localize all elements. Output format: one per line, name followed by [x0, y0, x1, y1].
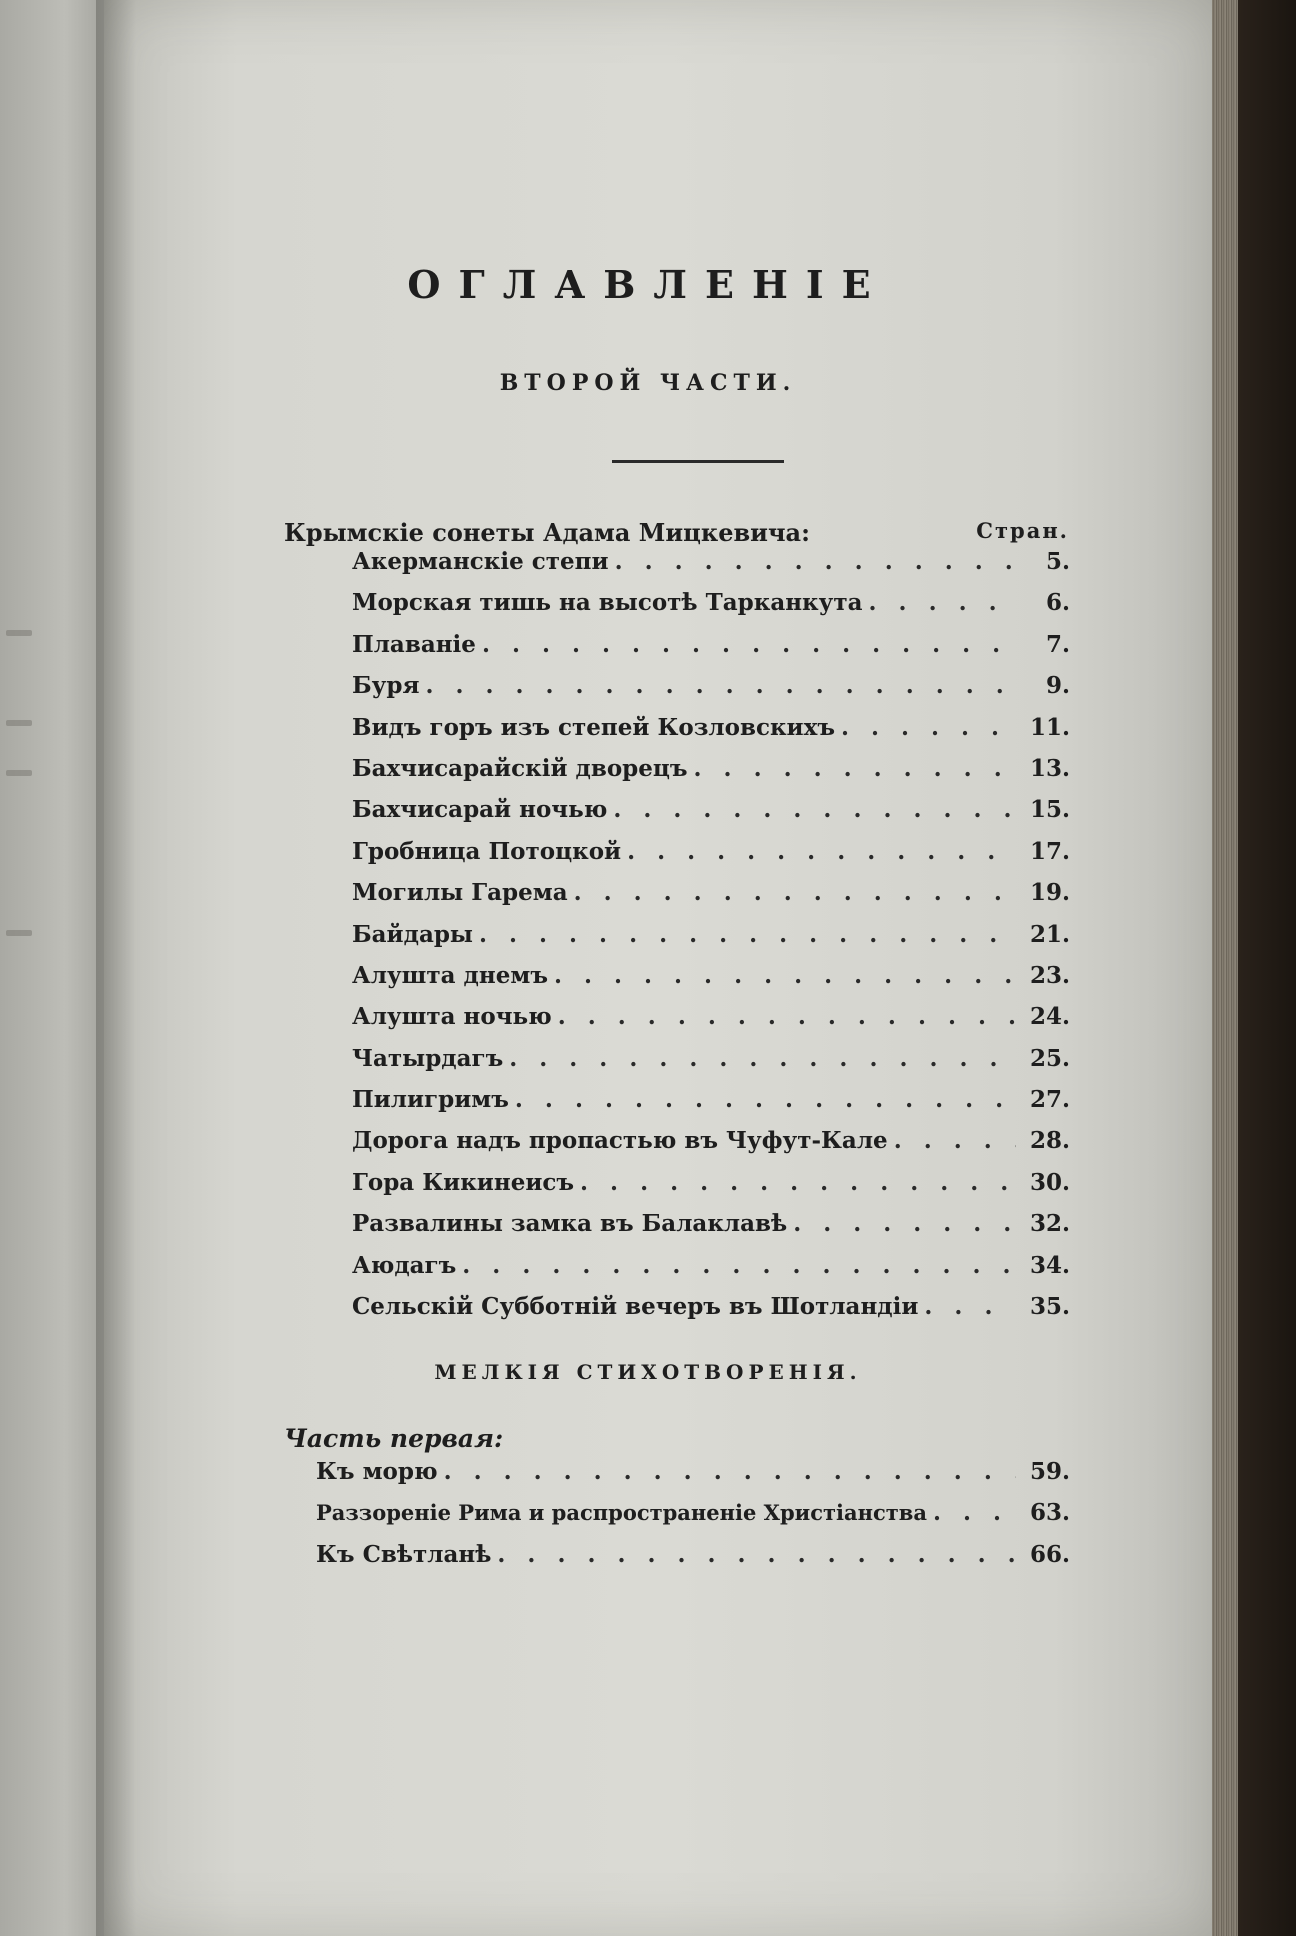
toc-entry — [352, 631, 1070, 672]
bleed-through-mark — [6, 770, 32, 776]
entry-page: 23. — [1029, 961, 1070, 989]
toc-entry — [352, 1252, 1070, 1293]
entry-title: Буря — [352, 672, 420, 700]
entry-page: 66. — [1029, 1540, 1070, 1568]
dot-leader — [444, 1458, 1016, 1485]
entry-title: Гора Кикинеисъ — [352, 1168, 575, 1196]
toc-entry — [352, 796, 1070, 837]
entry-title: Аюдагъ — [352, 1251, 457, 1279]
entry-title: Могилы Гарема — [352, 879, 568, 907]
bleed-through-mark — [6, 930, 32, 936]
entry-title: Бахчисарайскій дворецъ — [352, 754, 688, 782]
dot-leader — [515, 1086, 1016, 1113]
bleed-through-mark — [6, 720, 32, 726]
dot-leader — [894, 1127, 1016, 1154]
entry-title: Гробница Потоцкой — [352, 837, 622, 865]
bleed-through-mark — [6, 630, 32, 636]
page-title: ОГЛАВЛЕНІЕ — [407, 262, 889, 307]
dot-leader — [924, 1293, 1016, 1320]
entry-page: 21. — [1029, 920, 1070, 948]
toc-entry — [352, 548, 1070, 589]
entry-title: Раззореніе Рима и распространеніе Христіанства — [316, 1500, 927, 1526]
dot-leader — [509, 1045, 1016, 1072]
entry-title: Акерманскіе степи — [352, 548, 609, 575]
entry-page: 19. — [1029, 879, 1070, 907]
dot-leader — [479, 921, 1016, 948]
toc-entry — [316, 1499, 1070, 1540]
toc-entry — [352, 1169, 1070, 1210]
dot-leader — [615, 548, 1016, 575]
entry-title: Плаваніе — [352, 630, 476, 658]
entry-page: 15. — [1029, 796, 1070, 824]
entry-title: Видъ горъ изъ степей Козловскихъ — [352, 713, 835, 741]
entry-page: 13. — [1029, 754, 1070, 782]
entry-page: 63. — [1029, 1499, 1070, 1527]
entry-page: 27. — [1029, 1086, 1070, 1114]
entry-page: 24. — [1029, 1003, 1070, 1031]
dot-leader — [574, 879, 1016, 906]
entry-title: Къ Свѣтланѣ — [316, 1540, 492, 1568]
entry-page: 30. — [1029, 1168, 1070, 1196]
toc-entry — [316, 1541, 1070, 1582]
entry-page: 11. — [1029, 713, 1070, 741]
entry-title: Развалины замка въ Балаклавѣ — [352, 1210, 788, 1238]
toc-list-sonnets — [352, 548, 1070, 1334]
entry-page: 5. — [1045, 548, 1070, 575]
page-subtitle: ВТОРОЙ ЧАСТИ. — [499, 370, 797, 396]
toc-list-small-poems — [316, 1458, 1070, 1582]
toc-entry — [352, 1293, 1070, 1334]
toc-entry — [352, 1045, 1070, 1086]
entry-page: 17. — [1029, 837, 1070, 865]
entry-page: 32. — [1029, 1210, 1070, 1238]
toc-entry — [352, 838, 1070, 879]
dot-leader — [933, 1499, 1016, 1526]
toc-entry — [352, 921, 1070, 962]
section-title-small-poems: МЕЛКІЯ СТИХОТВОРЕНІЯ. — [434, 1360, 862, 1384]
dot-leader — [869, 589, 1016, 616]
toc-entry — [352, 755, 1070, 796]
entry-title: Алушта ночью — [352, 1003, 552, 1031]
entry-page: 6. — [1045, 589, 1070, 617]
dot-leader — [558, 1003, 1016, 1030]
dot-leader — [841, 714, 1016, 741]
toc-entry — [352, 589, 1070, 630]
dot-leader — [554, 962, 1016, 989]
dot-leader — [482, 631, 1016, 658]
toc-entry — [352, 1210, 1070, 1251]
entry-title: Байдары — [352, 920, 473, 948]
entry-page: 35. — [1029, 1293, 1070, 1321]
entry-page: 25. — [1029, 1044, 1070, 1072]
dot-leader — [462, 1252, 1016, 1279]
entry-page: 9. — [1045, 672, 1070, 700]
toc-entry — [316, 1458, 1070, 1499]
entry-title: Бахчисарай ночью — [352, 796, 608, 824]
toc-entry — [352, 1003, 1070, 1044]
dot-leader — [793, 1210, 1016, 1237]
section-header-sonnets — [284, 518, 1069, 548]
title-divider — [612, 460, 784, 463]
entry-title: Сельскій Субботній вечеръ въ Шотландіи — [352, 1293, 919, 1321]
toc-entry — [352, 962, 1070, 1003]
entry-page: 28. — [1029, 1127, 1070, 1155]
dot-leader — [497, 1541, 1016, 1568]
toc-entry — [352, 1127, 1070, 1168]
dot-leader — [613, 796, 1016, 823]
part-heading: Часть первая: — [284, 1424, 504, 1453]
pages-column-label: Стран. — [976, 518, 1069, 543]
entry-title: Къ морю — [316, 1458, 438, 1485]
dot-leader — [694, 755, 1016, 782]
toc-entry — [352, 1086, 1070, 1127]
entry-title: Чатырдагъ — [352, 1044, 504, 1072]
entry-title: Морская тишь на высотѣ Тарканкута — [352, 589, 863, 617]
section-title: Крымскіе сонеты Адама Мицкевича: — [284, 518, 810, 547]
toc-entry — [352, 714, 1070, 755]
entry-page: 34. — [1029, 1251, 1070, 1279]
entry-page: 7. — [1045, 630, 1070, 658]
dot-leader — [580, 1169, 1016, 1196]
toc-entry — [352, 879, 1070, 920]
toc-entry — [352, 672, 1070, 713]
entry-title: Дорога надъ пропастью въ Чуфут-Кале — [352, 1127, 888, 1155]
entry-page: 59. — [1029, 1458, 1070, 1485]
entry-title: Алушта днемъ — [352, 961, 548, 989]
dot-leader — [425, 672, 1016, 699]
dot-leader — [627, 838, 1016, 865]
entry-title: Пилигримъ — [352, 1086, 509, 1114]
